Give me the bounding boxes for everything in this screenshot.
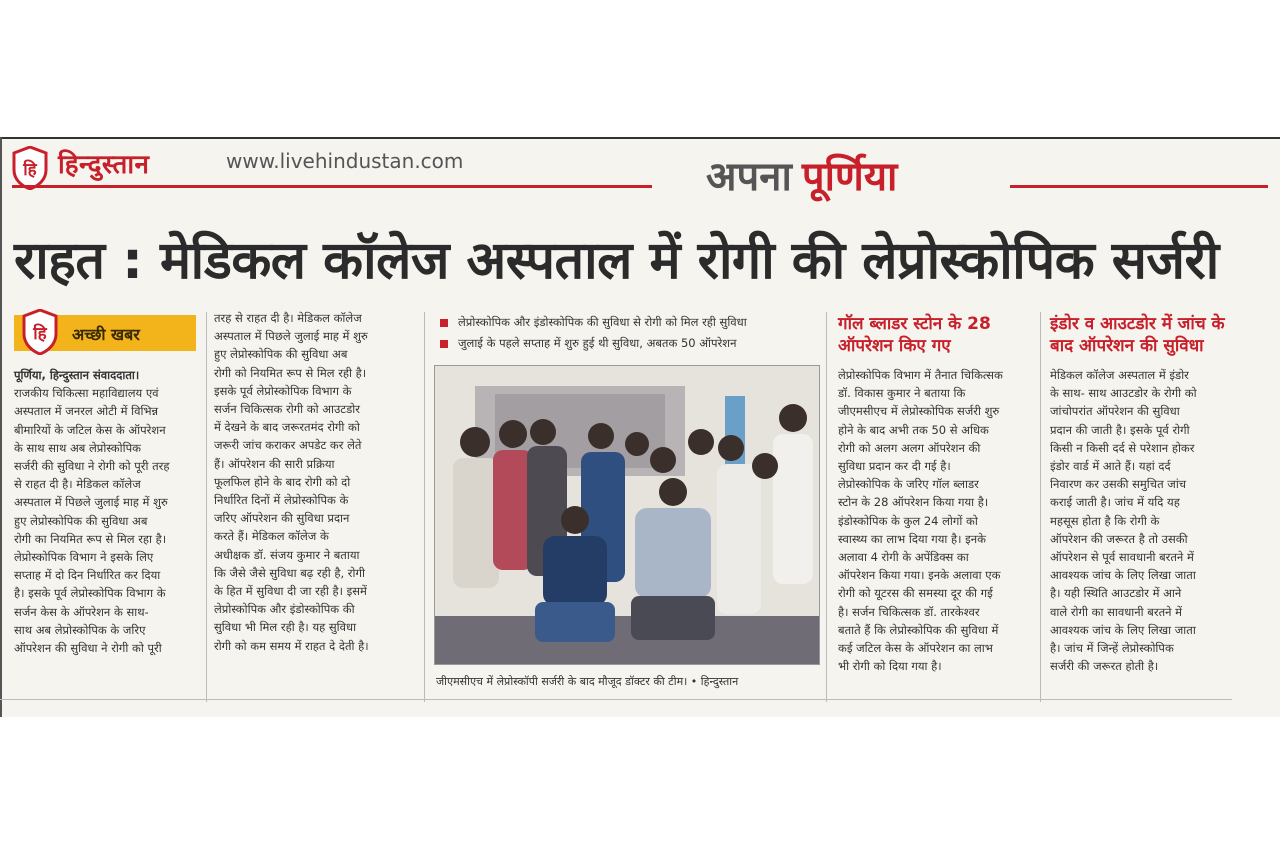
text-line: करते हैं। मेडिकल कॉलेज के — [214, 529, 329, 544]
text-line: मेडिकल कॉलेज अस्पताल में इंडोर — [1050, 368, 1189, 382]
bullet-square-icon — [440, 319, 448, 327]
text-line: किसी न किसी दर्द से परेशान होकर — [1050, 440, 1195, 455]
text-line: जरिए ऑपरेशन की सुविधा प्रदान — [214, 511, 350, 526]
text-line: होने के बाद अभी तक 50 से अधिक — [838, 422, 989, 437]
dateline: पूर्णिया, हिन्दुस्तान संवाददाता। — [14, 368, 140, 382]
text-line: अस्पताल में पिछले जुलाई माह में शुरु — [214, 329, 368, 344]
team-photo — [434, 365, 820, 665]
heading-line: बाद ऑपरेशन की सुविधा — [1050, 336, 1204, 356]
text-line: महसूस होता है कि रोगी के — [1050, 513, 1160, 528]
text-line: कि जैसे जैसे सुविधा बढ़ रही है, रोगी — [214, 565, 365, 580]
text-line: इसके पूर्व लेप्रोस्कोपिक विभाग के — [214, 383, 352, 398]
heading-line: गॉल ब्लाडर स्टोन के 28 — [838, 314, 991, 334]
text-line: से राहत दी है। मेडिकल कॉलेज — [14, 477, 141, 492]
text-line: जरूरी जांच कराकर अपडेट कर लेते — [214, 438, 362, 453]
column-2 — [214, 309, 414, 655]
text-line: कई जटिल केस के ऑपरेशन का लाभ — [838, 641, 993, 656]
text-line: बीमारियों के जटिल केस के ऑपरेशन — [14, 422, 166, 437]
highlight-1 — [440, 315, 747, 330]
text-line: है। इसके पूर्व लेप्रोस्कोपिक विभाग के — [14, 586, 166, 601]
highlight-2 — [440, 336, 736, 351]
text-line: के साथ साथ अब लेप्रोस्कोपिक — [14, 440, 141, 455]
masthead-rule-left — [12, 185, 652, 188]
text-line: सर्जरी की जरूरत होती है। — [1050, 659, 1159, 674]
text-line: इंडोस्कोपिक के कुल 24 लोगों को — [838, 513, 978, 528]
bottom-rule — [0, 699, 1232, 700]
text-line: स्टोन के 28 ऑपरेशन किया गया है। — [838, 495, 989, 510]
masthead-rule-right — [1010, 185, 1268, 188]
text-line: आवश्यक जांच के लिए लिखा जाता — [1050, 622, 1196, 637]
text-line: निर्धारित दिनों में लेप्रोस्कोपिक के — [214, 493, 349, 508]
section-title-word1: अपना — [706, 154, 792, 200]
column-1 — [14, 366, 204, 657]
text-line: साथ अब लेप्रोस्कोपिक के जरिए — [14, 622, 146, 637]
text-line: है। सर्जन चिकित्सक डॉ. तारकेश्वर — [838, 604, 980, 619]
text-line: अधीक्षक डॉ. संजय कुमार ने बताया — [214, 547, 360, 562]
column-4-heading — [1050, 313, 1240, 357]
text-line: सर्जरी की सुविधा ने रोगी को पूरी तरह — [14, 459, 170, 474]
text-line: अलावा 4 रोगी के अपेंडिक्स का — [838, 550, 969, 565]
text-line: जांचोपरांत ऑपरेशन की सुविधा — [1050, 404, 1180, 419]
column-4 — [1050, 366, 1240, 675]
text-line: रोगी को अलग अलग ऑपरेशन की — [838, 440, 981, 455]
text-line: रोगी को कम समय में राहत दे देती है। — [214, 638, 369, 653]
highlight-text: लेप्रोस्कोपिक और इंडोस्कोपिक की सुविधा से रोगी को मिल रही सुविधा — [458, 315, 747, 329]
column-divider — [1040, 312, 1041, 702]
text-line: ऑपरेशन की सुविधा ने रोगी को पूरी — [14, 641, 162, 656]
text-line: ऑपरेशन की जरूरत है तो उसकी — [1050, 531, 1188, 546]
hindustan-logo — [12, 146, 48, 190]
text-line: निवारण कर उसकी समुचित जांच — [1050, 477, 1187, 492]
section-title-word2: पूर्णिया — [801, 154, 898, 200]
text-line: में देखने के बाद जरूरतमंद रोगी को — [214, 420, 360, 435]
text-line: जीएमसीएच में लेप्रोस्कोपिक सर्जरी शुरु — [838, 404, 1000, 419]
bullet-square-icon — [440, 340, 448, 348]
text-line: सर्जन चिकित्सक रोगी को आउटडोर — [214, 402, 360, 417]
text-line: है। जांच में जिन्हें लेप्रोस्कोपिक — [1050, 641, 1174, 656]
column-3-heading — [838, 313, 1028, 357]
text-line: प्रदान की जाती है। इसके पूर्व रोगी — [1050, 422, 1190, 437]
text-line: राजकीय चिकित्सा महाविद्यालय एवं — [14, 386, 159, 401]
text-line: आवश्यक जांच के लिए लिखा जाता — [1050, 568, 1196, 583]
text-line: सर्जन केस के ऑपरेशन के साथ- — [14, 604, 149, 619]
badge-logo-glyph: हि — [33, 324, 47, 344]
text-line: हुए लेप्रोस्कोपिक की सुविधा अब — [214, 347, 348, 362]
heading-line: ऑपरेशन किए गए — [838, 336, 951, 356]
badge-label: अच्छी खबर — [72, 325, 140, 344]
column-3 — [838, 366, 1034, 675]
text-line: के हित में सुविधा दी जा रही है। इसमें — [214, 584, 367, 599]
left-border — [0, 137, 2, 717]
text-line: हैं। ऑपरेशन की सारी प्रक्रिया — [214, 456, 335, 471]
text-line: सुविधा प्रदान कर दी गई है। — [838, 459, 951, 474]
newspaper-clipping — [0, 137, 1280, 717]
text-line: सुविधा भी मिल रही है। यह सुविधा — [214, 620, 357, 635]
text-line: इंडोर वार्ड में आते हैं। यहां दर्द — [1050, 459, 1171, 474]
logo-glyph: हि — [23, 160, 37, 180]
brand-name: हिन्दुस्तान — [58, 150, 150, 180]
text-line: रोगी का नियमित रूप से मिल रहा है। — [14, 531, 167, 546]
photo-caption: जीएमसीएच में लेप्रोस्कॉपी सर्जरी के बाद मौजूद डॉक्टर की टीम। • हिन्दुस्तान — [436, 675, 739, 688]
text-line: है। यही स्थिति आउटडोर में आने — [1050, 586, 1182, 601]
text-line: ऑपरेशन से पूर्व सावधानी बरतने में — [1050, 550, 1194, 565]
section-title — [706, 147, 897, 202]
text-line: लेप्रोस्कोपिक विभाग में तैनात चिकित्सक — [838, 368, 1003, 382]
text-line: बताते हैं कि लेप्रोस्कोपिक की सुविधा में — [838, 622, 999, 637]
text-line: भी रोगी को दिया गया है। — [838, 659, 942, 674]
text-line: फूलफिल होने के बाद रोगी को दो — [214, 474, 351, 489]
text-line: रोगी को नियमित रूप से मिल रही है। — [214, 365, 367, 380]
text-line: लेप्रोस्कोपिक और इंडोस्कोपिक की — [214, 602, 355, 617]
badge-logo-icon — [22, 309, 58, 355]
text-line: हुए लेप्रोस्कोपिक की सुविधा अब — [14, 513, 148, 528]
text-line: रोगी को यूटरस की समस्या दूर की गई — [838, 586, 993, 601]
text-line: लेप्रोस्कोपिक के जरिए गॉल ब्लाडर — [838, 477, 979, 492]
text-line: लेप्रोस्कोपिक विभाग ने इसके लिए — [14, 550, 154, 565]
text-line: ऑपरेशन किया गया। इनके अलावा एक — [838, 568, 1001, 583]
text-line: अस्पताल में पिछले जुलाई माह में शुरु — [14, 495, 168, 510]
column-1-body — [14, 384, 204, 657]
text-line: के साथ- साथ आउटडोर के रोगी को — [1050, 386, 1197, 401]
headline: राहत : मेडिकल कॉलेज अस्पताल में रोगी की लेप्रोस्कोपिक सर्जरी — [14, 231, 1219, 291]
column-divider — [424, 312, 425, 702]
highlight-text: जुलाई के पहले सप्ताह में शुरु हुई थी सुविधा, अबतक 50 ऑपरेशन — [458, 336, 737, 350]
text-line: डॉ. विकास कुमार ने बताया कि — [838, 386, 966, 401]
text-line: सप्ताह में दो दिन निर्धारित कर दिया — [14, 568, 161, 583]
column-divider — [826, 312, 827, 702]
column-divider — [206, 312, 207, 702]
website-url: www.livehindustan.com — [226, 149, 464, 173]
text-line: तरह से राहत दी है। मेडिकल कॉलेज — [214, 311, 362, 325]
heading-line: इंडोर व आउटडोर में जांच के — [1050, 314, 1225, 334]
top-border — [0, 137, 1280, 139]
text-line: कराई जाती है। जांच में यदि यह — [1050, 495, 1180, 510]
text-line: अस्पताल में जनरल ओटी में विभिन्न — [14, 404, 159, 419]
text-line: स्वास्थ्य का लाभ दिया गया है। इनके — [838, 531, 986, 546]
text-line: वाले रोगी का सावधानी बरतने में — [1050, 604, 1183, 619]
